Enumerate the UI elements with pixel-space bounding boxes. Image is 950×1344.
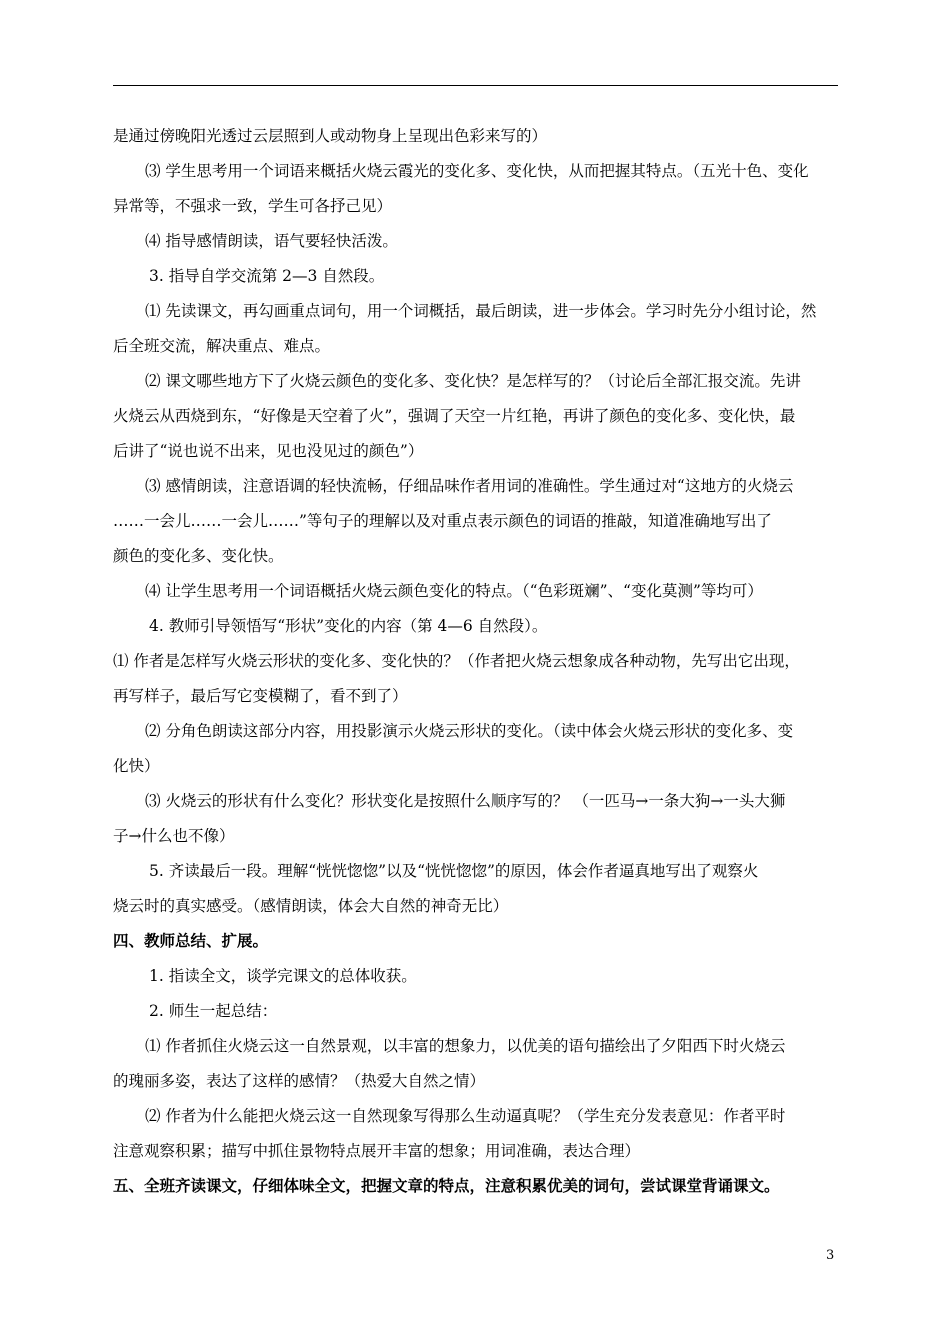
- text-line: 1. 指读全文，谈学完课文的总体收获。: [149, 967, 417, 985]
- text-line: 火烧云从西烧到东，“好像是天空着了火”，强调了天空一片红艳，再讲了颜色的变化多、变化快，最: [113, 407, 796, 425]
- section-heading: 四、教师总结、扩展。: [113, 931, 269, 950]
- text-line: ⑵ 课文哪些地方下了火烧云颜色的变化多、变化快？是怎样写的？（讨论后全部汇报交流。先讲: [145, 372, 801, 390]
- text-line: ⑴ 作者抓住火烧云这一自然景观，以丰富的想象力，以优美的语句描绘出了夕阳西下时火烧云: [145, 1037, 786, 1055]
- text-line: 是通过傍晚阳光透过云层照到人或动物身上呈现出色彩来写的）: [113, 127, 548, 145]
- text-line: ⑶ 感情朗读，注意语调的轻快流畅，仔细品味作者用词的准确性。学生通过对“这地方的火烧云: [145, 477, 794, 495]
- text-line: ⑵ 分角色朗读这部分内容，用投影演示火烧云形状的变化。（读中体会火烧云形状的变化多、变: [145, 722, 794, 740]
- text-line: 异常等，不强求一致，学生可各抒己见）: [113, 197, 393, 215]
- text-line: ……一会儿……一会儿……”等句子的理解以及对重点表示颜色的词语的推敲，知道准确地写出了: [113, 512, 772, 530]
- text-line: ⑷ 让学生思考用一个词语概括火烧云颜色变化的特点。（“色彩斑斓”、“变化莫测”等均可）: [145, 582, 763, 600]
- text-line: 5. 齐读最后一段。理解“恍恍惚惚”以及“恍恍惚惚”的原因，体会作者逼真地写出了观察火: [149, 862, 759, 880]
- header-rule: [113, 85, 838, 86]
- page-number: 3: [826, 1248, 835, 1263]
- text-line: 2. 师生一起总结：: [149, 1002, 278, 1020]
- text-line: 颜色的变化多、变化快。: [113, 547, 284, 565]
- text-line: 4. 教师引导领悟写“形状”变化的内容（第 4—6 自然段）。: [149, 617, 548, 635]
- text-line: ⑷ 指导感情朗读，语气要轻快活泼。: [145, 232, 398, 250]
- text-line: 后全班交流，解决重点、难点。: [113, 337, 331, 355]
- text-line: 子→什么也不像）: [113, 827, 235, 845]
- text-line: 的瑰丽多姿，表达了这样的感情？（热爱大自然之情）: [113, 1072, 486, 1090]
- text-line: 烧云时的真实感受。（感情朗读，体会大自然的神奇无比）: [113, 897, 509, 915]
- text-line: 3. 指导自学交流第 2—3 自然段。: [149, 267, 385, 285]
- text-line: ⑶ 学生思考用一个词语来概括火烧云霞光的变化多、变化快，从而把握其特点。（五光十色、变化: [145, 162, 809, 180]
- text-line: ⑵ 作者为什么能把火烧云这一自然现象写得那么生动逼真呢？（学生充分发表意见：作者平时: [145, 1107, 786, 1125]
- text-line: 再写样子，最后写它变模糊了，看不到了）: [113, 687, 408, 705]
- text-line: ⑴ 作者是怎样写火烧云形状的变化多、变化快的？（作者把火烧云想象成各种动物，先写出它出现，: [113, 652, 800, 670]
- text-line: ⑶ 火烧云的形状有什么变化？形状变化是按照什么顺序写的？ （一匹马→一条大狗→一头大狮: [145, 792, 786, 810]
- text-line: 注意观察积累；描写中抓住景物特点展开丰富的想象；用词准确，表达合理）: [113, 1142, 641, 1160]
- section-heading: 五、全班齐读课文，仔细体味全文，把握文章的特点，注意积累优美的词句，尝试课堂背诵课文。: [113, 1176, 780, 1195]
- text-line: 化快）: [113, 757, 160, 775]
- text-line: ⑴ 先读课文，再勾画重点词句，用一个词概括，最后朗读，进一步体会。学习时先分小组讨论，然: [145, 302, 817, 320]
- text-line: 后讲了“说也说不出来，见也没见过的颜色”）: [113, 442, 424, 460]
